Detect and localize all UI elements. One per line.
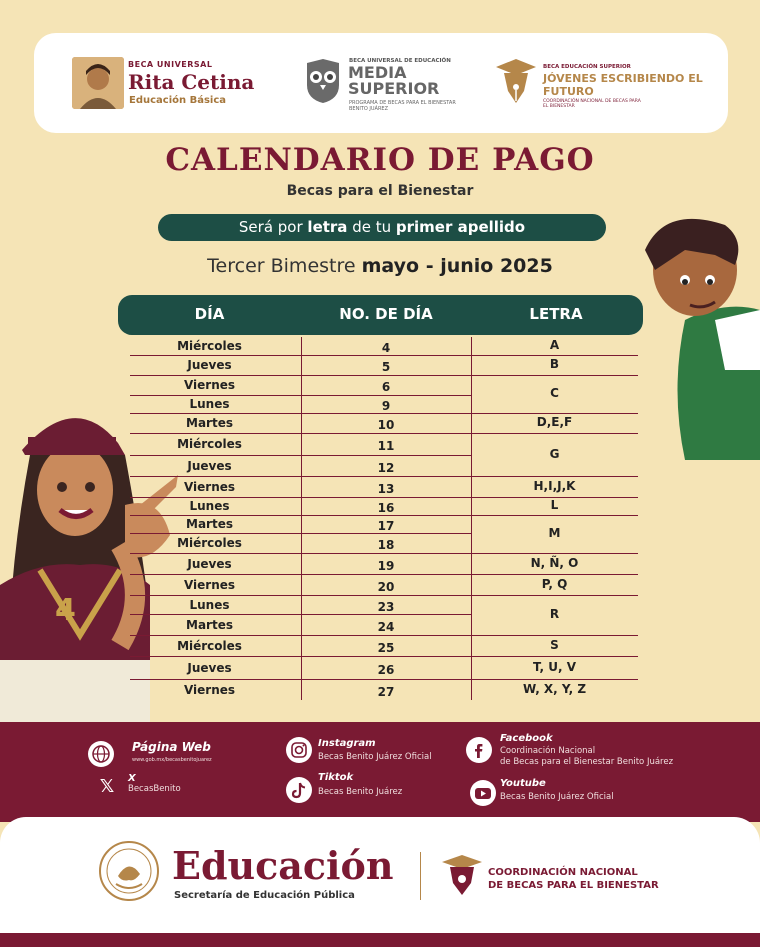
table-row-line [130, 656, 301, 657]
table-cell-day: Viernes [183, 682, 236, 697]
svg-text:4: 4 [55, 593, 76, 628]
table-cell-daynum: 20 [377, 579, 395, 594]
table-cell-day: Miércoles [177, 437, 242, 451]
coordinacion-line-1: COORDINACIÓN NACIONAL [488, 867, 638, 878]
rita-portrait-icon [72, 57, 124, 109]
table-cell-day: Martes [186, 617, 233, 632]
table-row-line [301, 656, 471, 657]
table-row-line [130, 413, 301, 414]
table-cell-day: Martes [186, 416, 233, 430]
table-cell-daynum: 25 [377, 640, 395, 655]
table-cell-daynum: 19 [377, 558, 395, 573]
educacion-wordmark: Educación [172, 843, 394, 888]
table-row-line [130, 533, 301, 534]
banner-bold-2: primer apellido [395, 218, 526, 236]
table-row-line [301, 635, 471, 636]
table-row-line [471, 433, 638, 434]
table-row-line [301, 497, 471, 498]
table-cell-letter: H,I,J,K [533, 478, 576, 493]
footer-divider [420, 852, 421, 900]
youtube-title: Youtube [500, 778, 546, 789]
table-row-line [471, 515, 638, 516]
table-cell-day: Lunes [189, 499, 230, 513]
table-row-line [130, 614, 301, 615]
jovenes-pen-icon [494, 57, 538, 111]
social-footer [0, 722, 760, 822]
table-row-line [301, 395, 471, 396]
web-url[interactable]: www.gob.mx/becasbenitojuarez [132, 757, 212, 763]
media-superior-owl-icon [303, 57, 343, 109]
table-cell-daynum: 27 [377, 684, 395, 699]
table-row-line [471, 553, 638, 554]
youtube-handle[interactable]: Becas Benito Juárez Oficial [500, 792, 614, 802]
table-cell-letter: P, Q [541, 576, 568, 591]
table-row-line [130, 497, 301, 498]
banner-mid: de tu [347, 218, 396, 236]
table-cell-daynum: 23 [377, 599, 395, 614]
boy-illustration [625, 210, 760, 464]
table-cell-daynum: 6 [381, 380, 391, 394]
table-cell-day: Viernes [183, 577, 236, 592]
table-cell-daynum: 17 [377, 519, 395, 533]
table-cell-daynum: 11 [377, 439, 395, 453]
table-row-line [301, 375, 471, 376]
table-cell-daynum: 26 [377, 662, 395, 677]
x-logo-icon[interactable]: 𝕏 [99, 776, 115, 797]
globe-icon[interactable] [88, 741, 114, 767]
table-cell-letter: D,E,F [536, 415, 573, 429]
table-cell-daynum: 13 [377, 481, 395, 496]
rita-small-label: BECA UNIVERSAL [128, 60, 213, 69]
table-row-line [130, 553, 301, 554]
coordinacion-line-2: DE BECAS PARA EL BIENESTAR [488, 880, 659, 891]
media-name: MEDIA SUPERIOR [348, 63, 440, 98]
facebook-line-2[interactable]: de Becas para el Bienestar Benito Juárez [500, 757, 674, 767]
table-row-line [301, 476, 471, 477]
mexico-seal-icon [98, 840, 160, 906]
instagram-icon[interactable] [286, 737, 312, 763]
table-cell-day: Jueves [187, 458, 232, 473]
table-cell-letter: B [549, 357, 560, 371]
header-no-dia: NO. DE DÍA [339, 305, 433, 323]
table-row-line [471, 574, 638, 575]
table-row-line [301, 574, 471, 575]
table-row-line [471, 679, 638, 680]
table-row-line [301, 515, 471, 516]
banner-pre: Será por [238, 218, 308, 236]
x-handle[interactable]: BecasBenito [128, 784, 181, 794]
coordinacion-logo-icon [440, 853, 484, 903]
table-row-line [130, 455, 301, 456]
table-cell-daynum: 12 [377, 460, 395, 475]
web-title: Página Web [132, 740, 211, 754]
table-cell-letter: T, U, V [533, 659, 576, 674]
table-cell-day: Jueves [187, 556, 232, 571]
media-tiny: PROGRAMA DE BECAS PARA EL BIENESTAR BENITO JUÁREZ [349, 100, 456, 112]
table-row-line [130, 395, 301, 396]
table-row-line [471, 656, 638, 657]
table-cell-day: Jueves [187, 358, 232, 372]
table-row-line [471, 635, 638, 636]
media-small-label: BECA UNIVERSAL DE EDUCACIÓN [349, 58, 451, 64]
table-cell-daynum: 4 [381, 341, 391, 355]
bimestre-pre: Tercer Bimestre [207, 255, 362, 277]
rita-name: Rita Cetina [128, 70, 255, 94]
table-cell-letter: N, Ñ, O [530, 555, 579, 570]
table-cell-letter: W, X, Y, Z [522, 681, 587, 696]
table-cell-letter: M [548, 526, 561, 540]
header-dia: DÍA [194, 305, 225, 323]
instagram-title: Instagram [318, 738, 376, 749]
table-row-line [130, 375, 301, 376]
table-row-line [130, 595, 301, 596]
table-row-line [301, 355, 471, 356]
table-cell-letter: R [549, 607, 560, 621]
table-cell-day: Viernes [183, 479, 236, 494]
table-row-line [130, 679, 301, 680]
table-row-line [301, 614, 471, 615]
jovenes-name: JÓVENES ESCRIBIENDO EL FUTURO [543, 72, 703, 98]
sep-label: Secretaría de Educación Pública [174, 890, 355, 901]
rita-sub: Educación Básica [129, 95, 227, 106]
table-row-line [301, 533, 471, 534]
facebook-line-1[interactable]: Coordinación Nacional [500, 746, 596, 756]
table-row-line [130, 515, 301, 516]
table-row-line [471, 355, 638, 356]
table-row-line [471, 413, 638, 414]
table-row-line [301, 455, 471, 456]
table-cell-letter: S [550, 637, 559, 652]
coordinacion-label [488, 866, 659, 892]
table-row-line [301, 553, 471, 554]
tiktok-title: Tiktok [318, 772, 354, 783]
table-cell-day: Lunes [189, 397, 230, 411]
table-cell-letter: C [550, 386, 559, 400]
table-cell-daynum: 24 [377, 619, 395, 634]
table-row-line [130, 574, 301, 575]
tiktok-handle[interactable]: Becas Benito Juárez [318, 787, 403, 797]
page-subtitle: Becas para el Bienestar [286, 183, 474, 199]
table-cell-day: Martes [186, 517, 233, 531]
table-cell-letter: G [549, 446, 560, 461]
letter-rule-banner [158, 214, 606, 241]
page-title: CALENDARIO DE PAGO [165, 142, 595, 178]
table-row-line [471, 476, 638, 477]
table-row-line [301, 433, 471, 434]
table-cell-daynum: 16 [377, 501, 395, 515]
table-cell-letter: A [549, 338, 560, 352]
table-cell-day: Viernes [183, 378, 236, 392]
table-row-line [471, 595, 638, 596]
table-row-line [301, 595, 471, 596]
jovenes-tiny: COORDINACIÓN NACIONAL DE BECAS PARA EL BIENESTAR [543, 99, 641, 109]
table-row-line [130, 476, 301, 477]
table-cell-letter: L [550, 498, 559, 512]
table-cell-daynum: 10 [377, 418, 395, 432]
instagram-handle[interactable]: Becas Benito Juárez Oficial [318, 752, 432, 762]
table-cell-daynum: 18 [377, 538, 395, 552]
table-row-line [301, 413, 471, 414]
jovenes-small-label: BECA EDUCACIÓN SUPERIOR [543, 64, 631, 70]
table-cell-day: Jueves [187, 660, 232, 675]
table-cell-day: Lunes [189, 597, 230, 612]
table-cell-day: Miércoles [177, 339, 242, 353]
table-row-line [130, 433, 301, 434]
bimestre-dates: mayo - junio 2025 [361, 255, 553, 277]
facebook-title: Facebook [500, 733, 553, 744]
table-cell-daynum: 9 [381, 399, 391, 413]
table-row-line [130, 635, 301, 636]
facebook-icon[interactable] [466, 737, 492, 763]
table-cell-day: Miércoles [177, 536, 242, 550]
table-row-line [130, 355, 301, 356]
youtube-icon[interactable] [470, 780, 496, 806]
table-cell-daynum: 5 [381, 360, 391, 374]
bottom-strip [0, 933, 760, 947]
table-row-line [301, 679, 471, 680]
banner-bold-1: letra [307, 218, 348, 236]
table-cell-day: Miércoles [177, 638, 242, 653]
x-title: X [128, 773, 136, 784]
header-letra: LETRA [529, 305, 583, 323]
table-row-line [471, 375, 638, 376]
tiktok-icon[interactable] [286, 777, 312, 803]
